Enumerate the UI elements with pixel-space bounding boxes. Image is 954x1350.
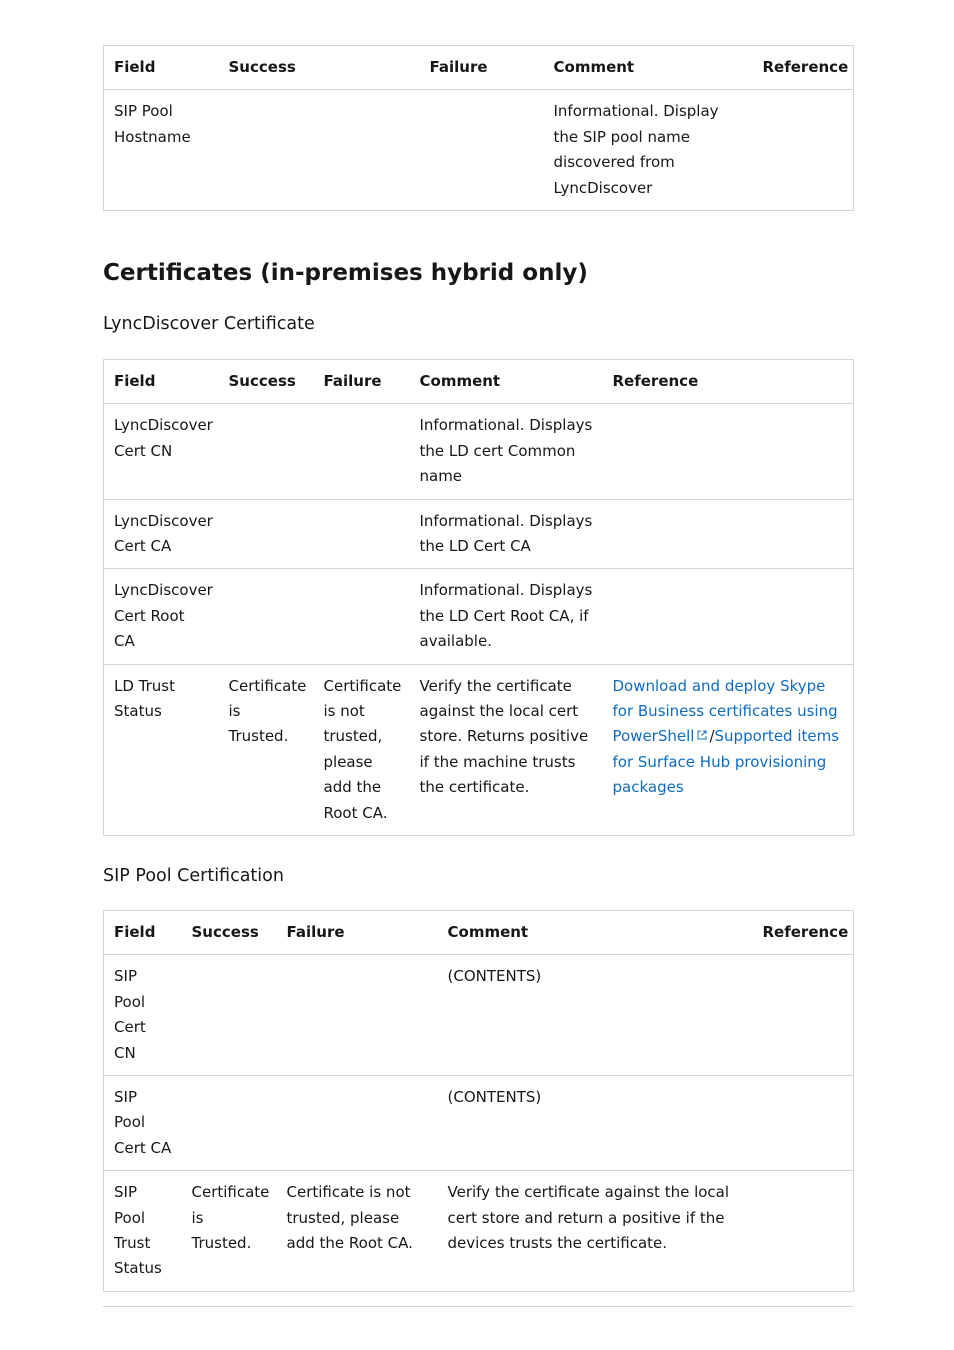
cell-success: [219, 569, 314, 664]
table-row: [104, 569, 854, 664]
table-row: [104, 1076, 854, 1171]
cell-failure: [277, 955, 438, 1076]
table-header-row: [104, 911, 854, 955]
cell-failure: Certificate is not trusted, please add the Root CA.: [314, 664, 410, 835]
sip-pool-hostname-table-wrapper: [103, 45, 854, 211]
table-row: [104, 955, 854, 1076]
reference-separator: /: [709, 727, 715, 746]
cell-comment: Verify the certificate against the local cert store and return a positive if the devices trusts the certificate.: [438, 1171, 753, 1292]
external-link-icon: [697, 730, 707, 740]
table-row: [104, 90, 854, 211]
sip-pool-cert-table: [103, 910, 854, 1292]
cell-success: [219, 499, 314, 569]
table-header-row: [104, 46, 854, 90]
header-failure: Failure: [420, 46, 544, 90]
header-comment: Comment: [410, 360, 603, 404]
table-header-row: [104, 360, 854, 404]
cell-comment: (CONTENTS): [438, 1076, 753, 1171]
cell-comment: Informational. Display the SIP pool name discovered from LyncDiscover: [553, 102, 719, 197]
section-title: Certificates (in-premises hybrid only): [103, 260, 588, 286]
header-failure: Failure: [314, 360, 410, 404]
cell-success: Certificate is Trusted.: [182, 1171, 277, 1292]
header-field: Field: [104, 360, 219, 404]
cell-reference: [603, 404, 854, 499]
subsection-title-sip-pool: SIP Pool Certification: [103, 866, 284, 886]
subsection-title-lyncdiscover: LyncDiscover Certificate: [103, 314, 315, 334]
table-row: [104, 664, 854, 835]
cell-field: SIP Pool Cert CA: [104, 1076, 182, 1171]
lyncdiscover-cert-table-wrapper: [103, 359, 854, 836]
header-reference: Reference: [753, 911, 854, 955]
cell-field: SIP Pool Trust Status: [104, 1171, 182, 1292]
cell-field: LD Trust Status: [104, 664, 219, 835]
bottom-divider: [103, 1306, 853, 1307]
cell-comment: Informational. Displays the LD Cert Root CA, if available.: [410, 569, 603, 664]
cell-reference: [753, 90, 854, 211]
cell-field: LyncDiscover Cert CN: [114, 416, 213, 460]
cell-reference: [753, 955, 854, 1076]
cell-reference: [603, 664, 854, 835]
cell-field: SIP Pool Cert CN: [114, 967, 146, 1062]
deploy-certificates-link[interactable]: Download and deploy Skype for Business certificates using PowerShell: [612, 676, 838, 746]
cell-comment: Informational. Displays the LD cert Common name: [419, 416, 593, 486]
header-success: Success: [182, 911, 277, 955]
cell-comment: (CONTENTS): [447, 967, 542, 986]
cell-comment: Verify the certificate against the local cert store. Returns positive if the machine trusts the certificate.: [410, 664, 603, 835]
cell-failure: [314, 499, 410, 569]
cell-reference: [603, 499, 854, 569]
cell-reference: [603, 569, 854, 664]
header-success: Success: [219, 360, 314, 404]
header-field: Field: [104, 911, 182, 955]
cell-reference: [753, 1171, 854, 1292]
sip-pool-hostname-table: [103, 45, 854, 211]
cell-field: LyncDiscover Cert CA: [104, 499, 219, 569]
cell-failure: Certificate is not trusted, please add the Root CA.: [277, 1171, 438, 1292]
cell-success: [219, 90, 420, 211]
header-failure: Failure: [277, 911, 438, 955]
surface-hub-provisioning-link[interactable]: Supported items for Surface Hub provisioning packages: [612, 727, 840, 797]
header-comment: Comment: [544, 46, 753, 90]
cell-comment: Informational. Displays the LD Cert CA: [410, 499, 603, 569]
header-reference: Reference: [753, 46, 854, 90]
cell-success: Certificate is Trusted.: [219, 664, 314, 835]
header-field: Field: [104, 46, 219, 90]
cell-success: [182, 1076, 277, 1171]
table-row: [104, 499, 854, 569]
table-row: [104, 404, 854, 499]
cell-field: LyncDiscover Cert Root CA: [104, 569, 219, 664]
cell-failure: [277, 1076, 438, 1171]
header-success: Success: [219, 46, 420, 90]
header-reference: Reference: [603, 360, 854, 404]
cell-failure: [314, 569, 410, 664]
cell-failure: [420, 90, 544, 211]
lyncdiscover-cert-table: [103, 359, 854, 836]
cell-success: [182, 955, 277, 1076]
cell-failure: [314, 404, 410, 499]
sip-pool-cert-table-wrapper: [103, 910, 854, 1292]
cell-reference: [753, 1076, 854, 1171]
table-row: [104, 1171, 854, 1292]
cell-field: SIP Pool Hostname: [114, 102, 191, 146]
cell-success: [219, 404, 314, 499]
header-comment: Comment: [438, 911, 753, 955]
